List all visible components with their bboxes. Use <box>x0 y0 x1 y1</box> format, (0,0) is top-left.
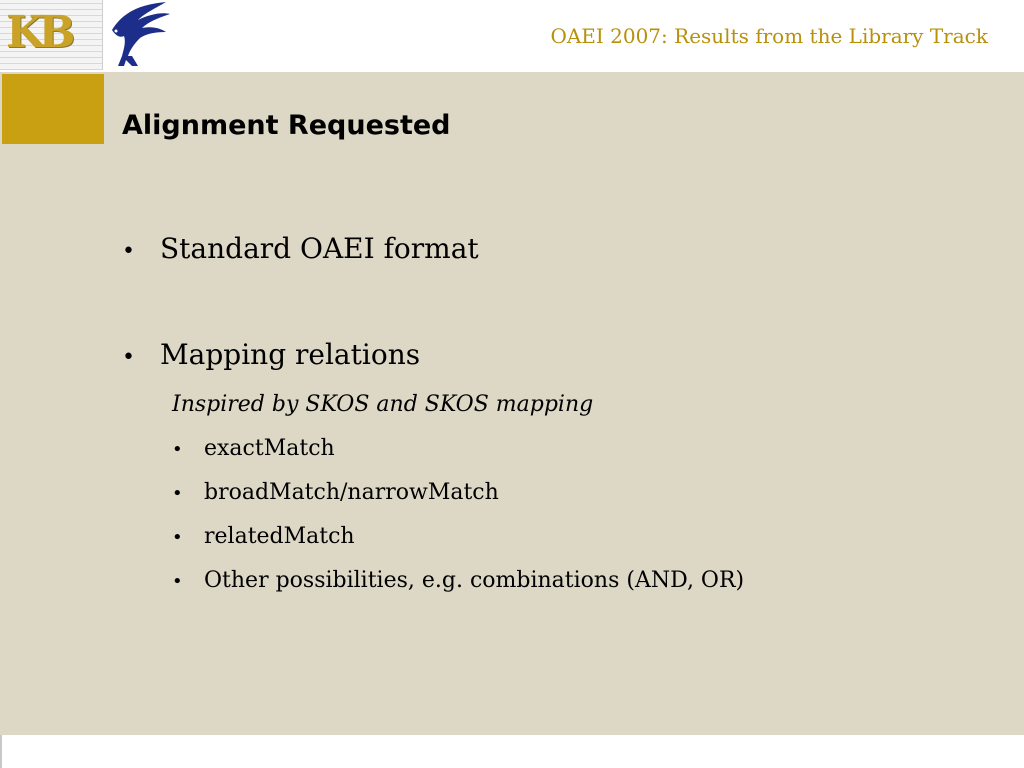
kb-logo-text: KB <box>6 7 70 58</box>
sub-bullet-text: Other possibilities, e.g. combinations (AND, OR) <box>204 568 745 593</box>
subnote: Inspired by SKOS and SKOS mapping <box>172 392 594 417</box>
slide-title: Alignment Requested <box>122 110 451 141</box>
bullet-icon: • <box>172 527 183 548</box>
bullet-icon: • <box>172 483 183 504</box>
bullet-icon: • <box>122 345 135 370</box>
sub-bullet-text: relatedMatch <box>204 524 355 549</box>
griffin-logo-icon <box>104 0 176 72</box>
sub-bullet-item <box>172 480 499 505</box>
bullet-item <box>122 338 420 371</box>
bullet-icon: • <box>122 239 135 264</box>
kb-logo-icon <box>0 0 103 70</box>
bullet-icon: • <box>172 571 183 592</box>
sub-bullet-item <box>172 436 335 461</box>
bullet-text: Standard OAEI format <box>160 232 479 265</box>
presentation-title: OAEI 2007: Results from the Library Track <box>550 24 988 48</box>
sub-bullet-item <box>172 524 355 549</box>
bullet-item <box>122 232 479 265</box>
bullet-icon: • <box>172 439 183 460</box>
sub-bullet-item <box>172 568 744 593</box>
sub-bullet-text: exactMatch <box>204 436 335 461</box>
bullet-text: Mapping relations <box>160 338 421 371</box>
slide-footer <box>0 735 1024 768</box>
sub-bullet-text: broadMatch/narrowMatch <box>204 480 499 505</box>
gold-accent-block <box>2 74 104 144</box>
slide-header <box>0 0 1024 72</box>
